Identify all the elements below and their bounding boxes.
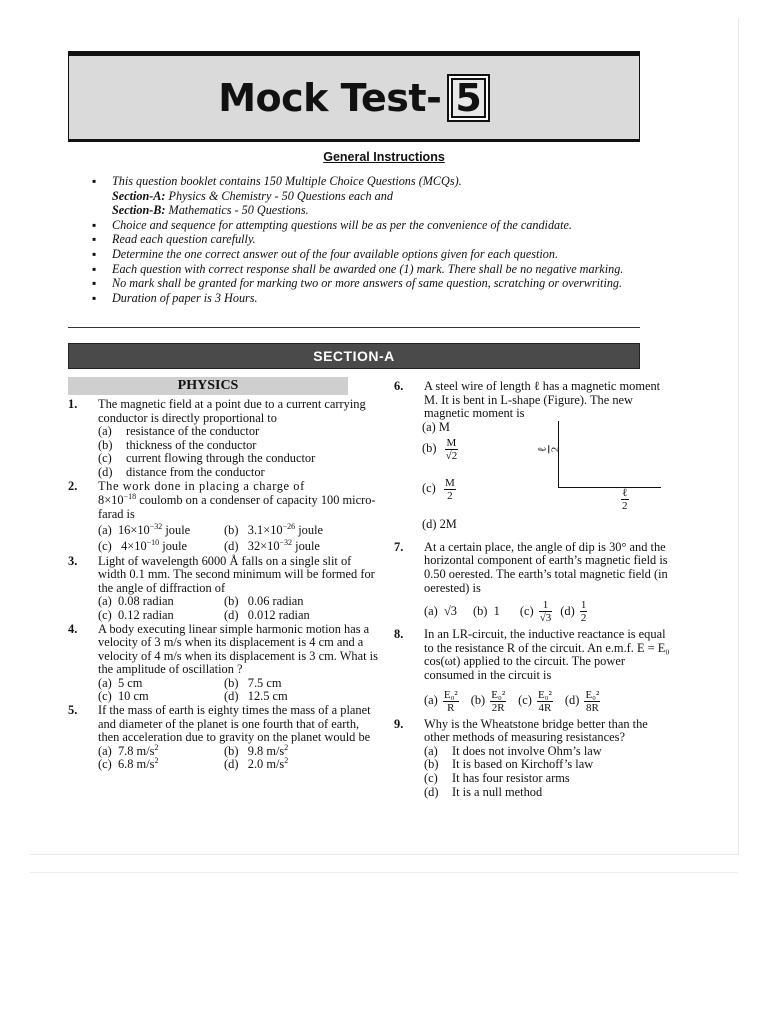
option-row	[394, 689, 676, 714]
option: (c) $\frac{\text{E₀²}}{4R}$	[518, 688, 552, 714]
question-text: The work done in placing a charge of	[98, 478, 305, 493]
question-4: 4. A body executing linear simple harmonic motion has a velocity of 3 m/s when its displacement is 4 cm and a velocity of 4 m/s when its displacement is 3 cm. What is the amplitude of oscillation ?	[68, 623, 380, 677]
right-column	[394, 380, 676, 799]
option-row	[68, 524, 380, 538]
left-column	[68, 398, 380, 772]
option: (d) It is a null method	[424, 784, 543, 799]
option: (a) resistance of the conductor	[98, 424, 260, 439]
option: (a) $\frac{\text{E₀²}}{R}$	[424, 688, 458, 714]
instruction-item: Section-B: Mathematics - 50 Questions.	[112, 203, 309, 218]
option: (d) 0.012 radian	[224, 607, 310, 622]
option: (d) 12.5 cm	[224, 689, 288, 704]
title-banner	[68, 51, 640, 142]
question-text: $8\times 10^{-18}$ coulomb on a condenser of capacity 100 micro-farad is	[98, 492, 376, 521]
option: (d) $32\times 10^{-32}$ joule	[224, 537, 320, 553]
option-row	[68, 537, 380, 554]
instruction-item: ▪ Each question with correct response shall be awarded one (1) mark. There shall be no negative marking.	[92, 262, 682, 277]
option: (a) M	[422, 419, 450, 434]
question-8: 8. In an LR-circuit, the inductive reactance is equal to the resistance R of the circuit. An e.m.f. E = E₀ cos(ωt) applied to the circuit. The power consumed in the circuit is	[394, 628, 676, 682]
page-divider	[30, 872, 738, 873]
question-text: If the mass of earth is eighty times the mass of a planet and diameter of the planet is one fourth that of earth, then acceleration due to gravity on the planet would be	[98, 703, 371, 745]
instruction-item: ▪ No mark shall be granted for marking two or more answers of same question, scratching or overwriting.	[92, 276, 682, 291]
option: (b) $\frac{\text{E₀²}}{2R}$	[470, 688, 506, 714]
option: (d) 2M	[422, 516, 457, 531]
option-row	[68, 690, 380, 704]
option: (a) 5 cm	[98, 675, 143, 690]
subject-header: PHYSICS	[68, 377, 348, 395]
option: (d) 2.0 $m/s^2$	[224, 756, 289, 772]
option: (c) 6.8 $m/s^2$	[98, 756, 159, 772]
instruction-item: ▪ Read each question carefully.	[92, 232, 682, 247]
l-shape-figure	[558, 421, 661, 488]
instructions-title: General Instructions	[323, 150, 445, 164]
question-text: Why is the Wheatstone bridge better than the other methods of measuring resistances?	[424, 716, 648, 745]
option-row	[68, 595, 380, 609]
instruction-item: ▪ Duration of paper is 3 Hours.	[92, 291, 682, 306]
question-text: Light of wavelength 6000 Å falls on a single slit of width 0.1 mm. The second minimum will be formed for the angle of diffraction of	[98, 553, 375, 595]
option: (b) 1	[472, 603, 500, 618]
question-text: In an LR-circuit, the inductive reactance is equal to the resistance R of the circuit. An e.m.f. E = E₀ cos(ωt) applied to the circuit. The power consumed in the circuit is	[424, 627, 670, 682]
question-5: 5. If the mass of earth is eighty times the mass of a planet and diameter of the planet is one fourth that of earth, then acceleration due to gravity on the planet would be	[68, 704, 380, 745]
option: (c) 0.12 radian	[98, 607, 174, 622]
instruction-item: ▪ Determine the one correct answer out of the four available options given for each question.	[92, 247, 682, 262]
option: (a) 0.08 radian	[98, 594, 174, 609]
option: (b) $3.1\times 10^{-26}$ joule	[224, 522, 324, 538]
option-row	[394, 599, 676, 624]
instruction-item: Section-A: Physics & Chemistry - 50 Questions each and	[112, 188, 393, 203]
option-row	[68, 609, 380, 623]
page-title: Mock Test-	[218, 75, 442, 120]
figure-label-vertical: ℓ 2	[536, 446, 562, 453]
option: (c) current flowing through the conductor	[98, 451, 316, 466]
section-header: SECTION-A	[68, 343, 640, 369]
instruction-item: ▪ This question booklet contains 150 Multiple Choice Questions (MCQs).	[92, 174, 682, 189]
option-row	[68, 677, 380, 691]
option: (b) $\frac{M}{√2}$	[422, 436, 458, 462]
option: (a) $16\times 10^{-32}$ joule	[98, 522, 191, 538]
option: (c) $4\times 10^{-10}$ joule	[98, 537, 188, 553]
option: (c) $\frac{1}{√3}$	[519, 599, 552, 625]
question-text: The magnetic field at a point due to a current carrying conductor is directly proportional to	[98, 397, 366, 425]
option: (b) 9.8 $m/s^2$	[224, 742, 289, 758]
question-text: At a certain place, the angle of dip is 30° and the horizontal component of earth’s magnetic field is 0.50 oerested. The earth’s total magnetic field (in oerested) is	[424, 539, 668, 595]
option: (d) distance from the conductor	[98, 464, 265, 479]
question-6: 6. A steel wire of length ℓ has a magnetic moment M. It is bent in L-shape (Figure). The new magnetic moment is (a) M (b) $\frac{M}{√2}$ (c) $\frac{M}{2}$ (d) 2M ℓ 2 ℓ 2	[394, 380, 676, 539]
option: (a) √3	[424, 603, 457, 618]
instructions-list	[92, 174, 682, 305]
option: (b) 0.06 radian	[224, 594, 304, 609]
option: (d) $\frac{\text{E₀²}}{8R}$	[564, 688, 600, 714]
option: (a) 7.8 $m/s^2$	[98, 742, 159, 758]
option: (b) It is based on Kirchoff’s law	[424, 757, 594, 772]
option: (c) 10 cm	[98, 689, 149, 704]
question-9: 9. Why is the Wheatstone bridge better than the other methods of measuring resistances? (a) It does not involve Ohm’s law (b) It is based on Kirchoff’s law (c) It has four resistor arms (d) It is a null method	[394, 718, 676, 800]
question-text: A body executing linear simple harmonic motion has a velocity of 3 m/s when its displacement is 4 cm and a velocity of 4 m/s when its displacement is 3 cm. What is the amplitude of oscillation ?	[98, 621, 378, 677]
option: (b) thickness of the conductor	[98, 437, 257, 452]
question-text: A steel wire of length ℓ has a magnetic moment M. It is bent in L-shape (Figure). The new magnetic moment is	[424, 379, 661, 421]
option: (c) $\frac{M}{2}$	[422, 476, 455, 502]
question-1: 1. The magnetic field at a point due to a current carrying conductor is directly proportional to (a) resistance of the conductor (b) thickness of the conductor (c) current flowing through the conductor (d) distance from the conductor	[68, 398, 380, 480]
question-3: 3. Light of wavelength 6000 Å falls on a single slit of width 0.1 mm. The second minimum will be formed for the angle of diffraction of	[68, 555, 380, 596]
divider-rule	[68, 327, 640, 328]
instruction-item: ▪ Choice and sequence for attempting questions will be as per the convenience of the candidate.	[92, 218, 682, 233]
option-row	[68, 758, 380, 772]
question-2: 2. The work done in placing a charge of $8\times 10^{-18}$ coulomb on a condenser of capacity 100 micro-farad is	[68, 480, 380, 522]
option: (b) 7.5 cm	[224, 675, 282, 690]
option: (d) $\frac{1}{2}$	[560, 599, 587, 625]
option: (c) It has four resistor arms	[424, 770, 570, 785]
option: (a) It does not involve Ohm’s law	[424, 743, 602, 758]
question-7: 7. At a certain place, the angle of dip is 30° and the horizontal component of earth’s magnetic field is 0.50 oerested. The earth’s total magnetic field (in oerested) is	[394, 541, 676, 595]
test-number-badge: 5	[447, 74, 489, 122]
figure-label-horizontal: ℓ 2	[622, 486, 628, 512]
